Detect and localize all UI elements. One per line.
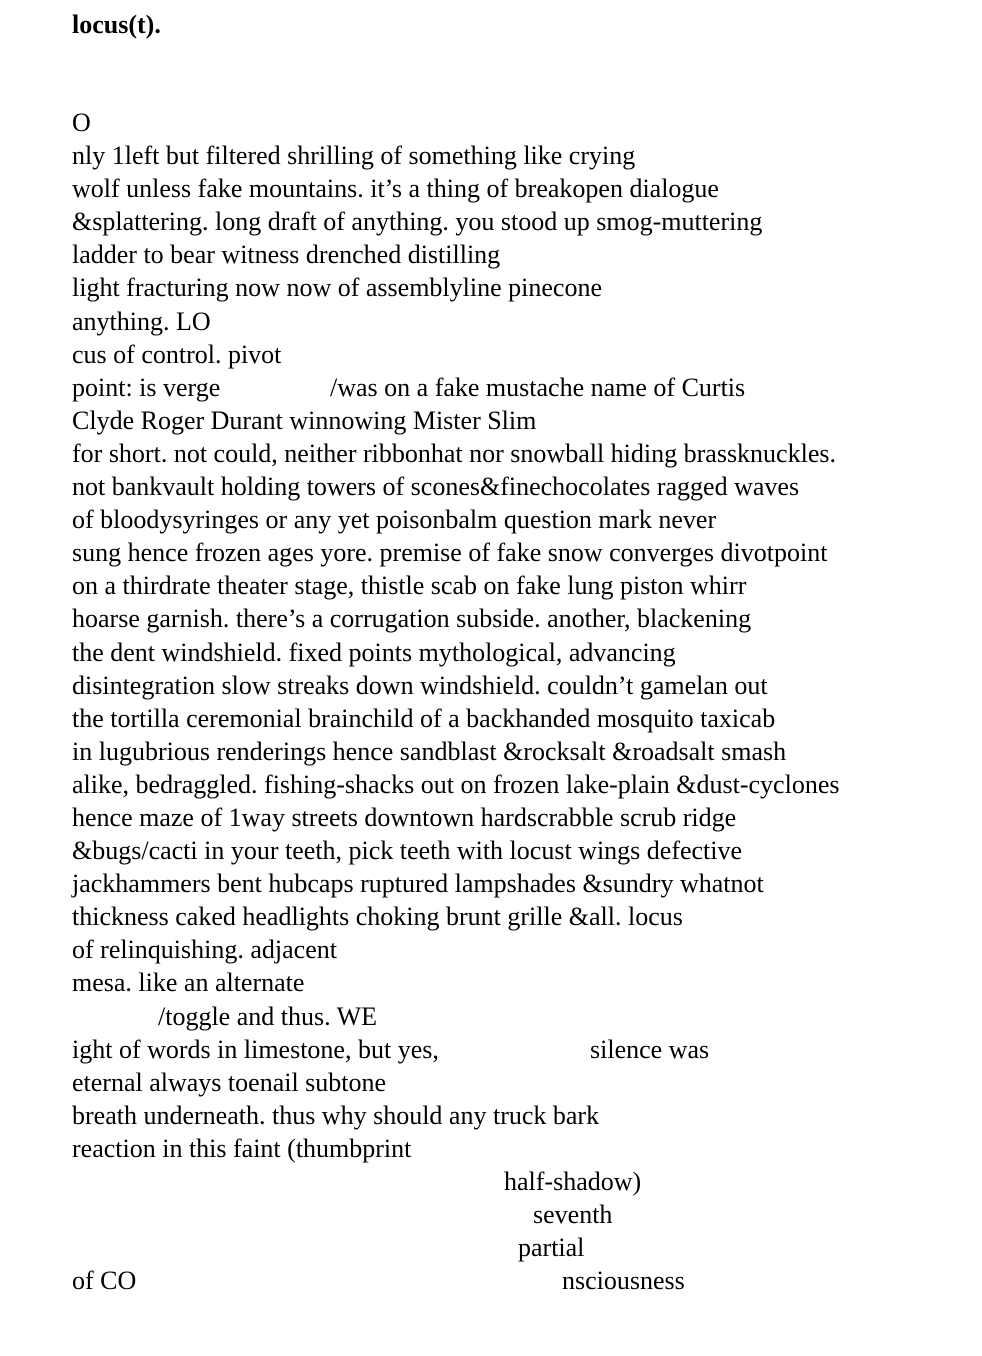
poem-line xyxy=(72,172,972,205)
poem-text: reaction in this faint (thumbprint xyxy=(72,1133,412,1163)
poem-text-indented: half-shadow) xyxy=(504,1167,642,1196)
poem-line xyxy=(72,1165,972,1198)
poem-title: locus(t). xyxy=(72,10,161,39)
poem-line xyxy=(72,900,972,933)
poem-text: of relinquishing. adjacent xyxy=(72,935,337,965)
poem-text: nly 1left but filtered shrilling of something like crying xyxy=(72,141,636,171)
poem-text: hence maze of 1way streets downtown hardscrabble scrub ridge xyxy=(72,802,737,832)
poem-line xyxy=(72,503,972,536)
poem-text: jackhammers bent hubcaps ruptured lampshades &sundry whatnot xyxy=(72,869,764,899)
poem-line xyxy=(72,437,972,470)
poem-text: Clyde Roger Durant winnowing Mister Slim xyxy=(72,405,537,435)
poem-line xyxy=(72,139,972,172)
poem-line xyxy=(72,338,972,371)
poem-text: anything. LO xyxy=(72,306,211,336)
poem-line xyxy=(72,1099,972,1132)
poem-text: ight of words in limestone, but yes, xyxy=(72,1034,439,1064)
poem-text: for short. not could, neither ribbonhat nor snowball hiding brassknuckles. xyxy=(72,438,836,468)
poem-line xyxy=(72,305,972,338)
poem-line xyxy=(72,933,972,966)
poem-line xyxy=(72,569,972,602)
poem-text: of CO xyxy=(72,1266,137,1296)
poem-line xyxy=(72,636,972,669)
poem-line xyxy=(72,271,972,304)
poem-text: O xyxy=(72,108,91,137)
poem-line xyxy=(72,1132,972,1165)
poem-text: alike, bedraggled. fishing-shacks out on frozen lake-plain &dust-cyclones xyxy=(72,769,840,799)
poem-text-indented: seventh xyxy=(533,1200,613,1230)
poem-line xyxy=(72,867,972,900)
poem-text: mesa. like an alternate xyxy=(72,968,305,998)
poem-body xyxy=(72,106,972,1297)
poem-text: disintegration slow streaks down windshield. couldn’t gamelan out xyxy=(72,670,768,700)
poem-line xyxy=(72,1066,972,1099)
poem-text: light fracturing now now of assemblyline pinecone xyxy=(72,273,602,303)
poem-text: hoarse garnish. there’s a corrugation subside. another, blackening xyxy=(72,604,752,634)
poem-line xyxy=(72,238,972,271)
poem-text: not bankvault holding towers of scones&finechocolates ragged waves xyxy=(72,472,800,502)
poem-text: thickness caked headlights choking brunt grille &all. locus xyxy=(72,902,683,932)
poem-text: of bloodysyringes or any yet poisonbalm question mark never xyxy=(72,505,717,535)
poem-line xyxy=(72,205,972,238)
poem-text: wolf unless fake mountains. it’s a thing of breakopen dialogue xyxy=(72,174,719,204)
poem-line xyxy=(72,602,972,635)
poem-text: breath underneath. thus why should any truck bark xyxy=(72,1100,600,1130)
poem-line xyxy=(72,106,972,139)
poem-line xyxy=(72,801,972,834)
poem-text: cus of control. pivot xyxy=(72,339,282,369)
poem-text: ladder to bear witness drenched distilling xyxy=(72,240,501,270)
poem-text: &splattering. long draft of anything. you stood up smog-muttering xyxy=(72,207,763,237)
poem-text-indented: nsciousness xyxy=(562,1266,685,1296)
poem-line xyxy=(72,768,972,801)
poem-text: in lugubrious renderings hence sandblast &rocksalt &roadsalt smash xyxy=(72,736,787,766)
poem-text-indented: /was on a fake mustache name of Curtis xyxy=(330,372,746,402)
poem-line xyxy=(72,1231,972,1264)
poem-line xyxy=(72,669,972,702)
poem-line xyxy=(72,536,972,569)
poem-line xyxy=(72,735,972,768)
poem-line xyxy=(72,1198,972,1231)
poem-text: &bugs/cacti in your teeth, pick teeth with locust wings defective xyxy=(72,836,743,866)
poem-text: eternal always toenail subtone xyxy=(72,1067,387,1097)
poem-text-indented: silence was xyxy=(590,1034,710,1064)
poem-line xyxy=(72,371,972,404)
poem-line xyxy=(72,1000,972,1033)
poem-line xyxy=(72,1033,972,1066)
poem-text: on a thirdrate theater stage, thistle scab on fake lung piston whirr xyxy=(72,571,747,601)
poem-text: the tortilla ceremonial brainchild of a backhanded mosquito taxicab xyxy=(72,703,776,733)
poem-text: point: is verge xyxy=(72,372,221,402)
poem-text-indented: partial xyxy=(518,1233,585,1263)
poem-line xyxy=(72,966,972,999)
poem-text: sung hence frozen ages yore. premise of fake snow converges divotpoint xyxy=(72,538,828,568)
poem-line xyxy=(72,404,972,437)
poem-line xyxy=(72,834,972,867)
poem-text: the dent windshield. fixed points mythological, advancing xyxy=(72,637,676,667)
poem-text-indented: /toggle and thus. WE xyxy=(158,1001,378,1031)
poem-line xyxy=(72,470,972,503)
poem-line xyxy=(72,1264,972,1297)
poem-line xyxy=(72,702,972,735)
